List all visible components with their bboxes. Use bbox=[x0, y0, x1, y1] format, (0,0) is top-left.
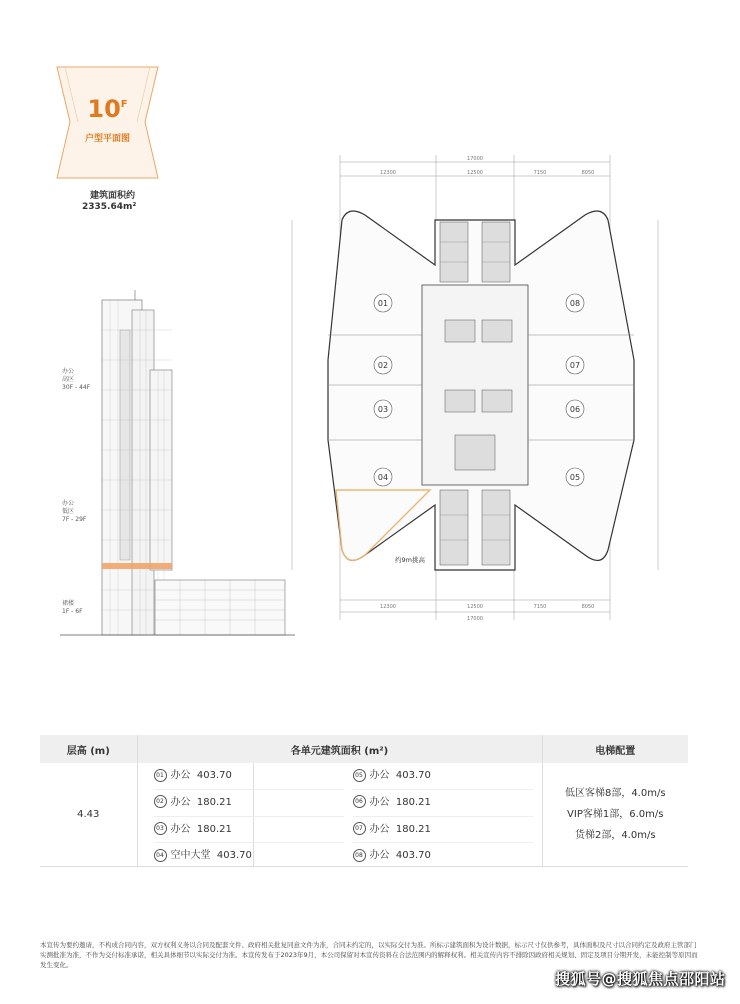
watermark: 搜狐号@搜狐焦点邵阳站 bbox=[555, 970, 726, 988]
unit-04-label: 04 bbox=[377, 473, 389, 482]
elevator-line-2: VIP客梯1部，6.0m/s bbox=[567, 809, 664, 820]
table-header-row bbox=[40, 735, 688, 763]
dim-top-2: 12500 bbox=[467, 170, 483, 176]
elevator-line-1: 低区客梯8部，4.0m/s bbox=[564, 788, 666, 799]
dim-bottom-2: 12500 bbox=[467, 604, 483, 610]
tower-elevation-drawing bbox=[60, 290, 300, 640]
list-item: 04 空中大堂 403.70 bbox=[154, 843, 344, 869]
dim-top-3: 7150 bbox=[533, 170, 547, 176]
elevator-cell bbox=[542, 763, 688, 867]
unit-01-label: 01 bbox=[377, 299, 389, 308]
unit-03-label: 03 bbox=[377, 405, 389, 414]
dim-bottom-1: 12300 bbox=[380, 604, 396, 610]
header-unit-area: 各单元建筑面积 (m²) bbox=[137, 735, 542, 763]
list-item: 05 办公 403.70 bbox=[353, 763, 533, 790]
dim-top-1: 12300 bbox=[380, 170, 396, 176]
list-item: 03 办公 180.21 bbox=[154, 817, 344, 844]
header-elevators: 电梯配置 bbox=[595, 745, 636, 757]
spec-table bbox=[40, 735, 688, 867]
zone-podium: 裙楼 1F - 6F bbox=[62, 600, 83, 615]
list-item: 01 办公 403.70 bbox=[154, 763, 344, 790]
unit-area-cell bbox=[137, 763, 542, 867]
dim-bottom-4: 8050 bbox=[581, 604, 595, 610]
elevator-line-3: 货梯2部，4.0m/s bbox=[574, 830, 656, 841]
disclaimer-text: 本宣传为要约邀请，不构成合同内容，双方权利义务以合同及配套文件、政府相关批复同意文件为准，合同未约定的，以实际交付为准。所标示建筑面积为设计数据，标示尺寸仅供参考，具体面积及尺寸以合同约定及政府主管部门实测批准为准，不作为交付标准承诺，相关具体细节以实际交付为准。本宣传发布于2023年9月，本公司保留对本宣传资料在合法范围内的解释权利。相关宣传内容不排除因政府相关规划、固定及项目分期开发，未能控制等原因而发生变化。 bbox=[40, 941, 698, 969]
dim-bottom-3: 7150 bbox=[533, 604, 547, 610]
dim-top-4: 8050 bbox=[581, 170, 595, 176]
floor-height-value: 4.43 bbox=[40, 763, 137, 867]
unit-02-label: 02 bbox=[377, 361, 389, 370]
unit-06-label: 06 bbox=[569, 405, 581, 414]
list-item: 08 办公 403.70 bbox=[353, 843, 533, 869]
dim-top-total: 17000 bbox=[467, 156, 483, 162]
plan-title: 户型平面图 bbox=[84, 134, 130, 144]
table-body-row bbox=[40, 763, 688, 867]
unit-list-right bbox=[353, 763, 533, 869]
unit-05-label: 05 bbox=[569, 473, 581, 482]
unit-08-label: 08 bbox=[569, 299, 581, 308]
atrium-annotation: 约9m挑高 bbox=[395, 556, 425, 564]
zone-high-office: 办公 高区 30F - 44F bbox=[62, 368, 91, 391]
header-floor-height: 层高 (m) bbox=[40, 735, 137, 763]
dim-bottom-total: 17000 bbox=[467, 616, 483, 622]
list-item: 06 办公 180.21 bbox=[353, 790, 533, 817]
unit-07-label: 07 bbox=[569, 361, 581, 370]
floor-number: $10^F$ bbox=[87, 95, 128, 123]
list-item: 07 办公 180.21 bbox=[353, 817, 533, 844]
list-item: 02 办公 180.21 bbox=[154, 790, 344, 817]
unit-list-left bbox=[154, 763, 344, 869]
floor-plan-drawing bbox=[270, 150, 680, 630]
area-value: 2335.64m² bbox=[82, 202, 137, 212]
zone-low-office: 办公 低区 7F - 29F bbox=[62, 500, 87, 523]
area-label: 建筑面积约 bbox=[90, 191, 136, 201]
floor-badge bbox=[55, 65, 160, 180]
